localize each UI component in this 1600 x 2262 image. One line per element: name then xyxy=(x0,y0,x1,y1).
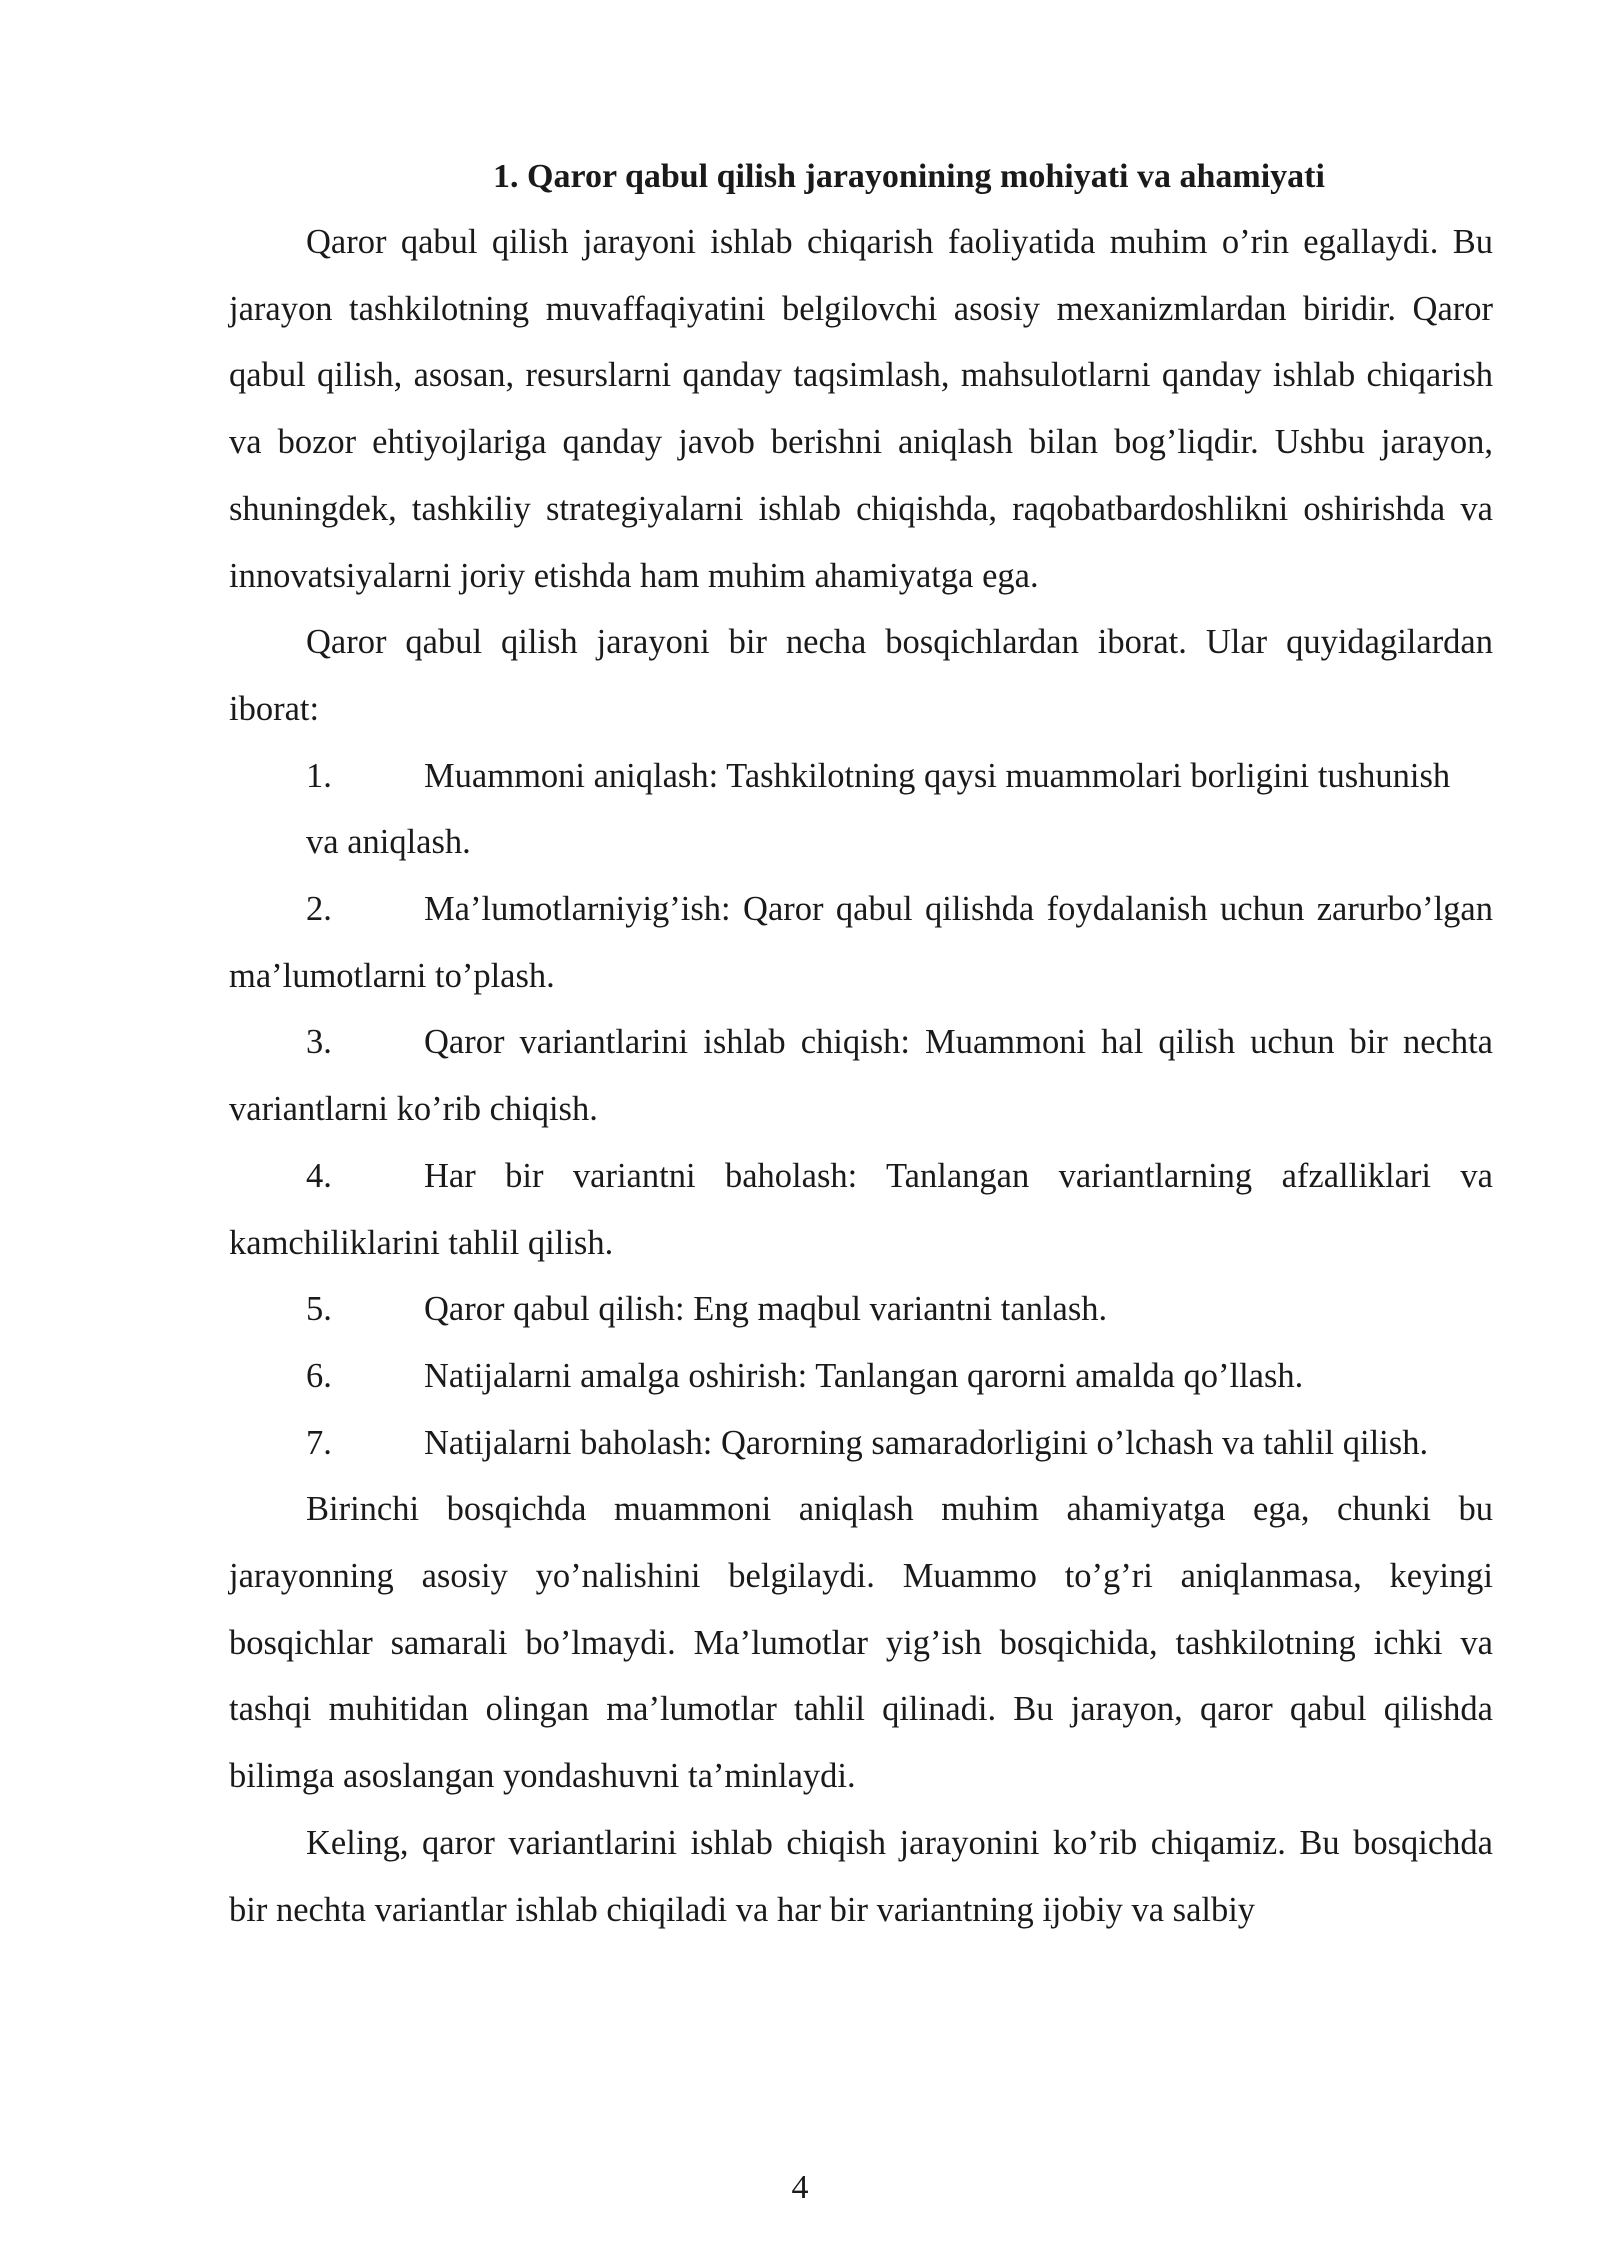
section-heading: 1. Qaror qabul qilish jarayonining mohiyati va ahamiyati xyxy=(493,158,1325,195)
list-item xyxy=(229,1343,1493,1410)
list-item-text: Natijalarni amalga oshirish: Tanlangan qarorni amalda qo’llash. xyxy=(424,1356,1304,1395)
list-item-number: 2. xyxy=(306,890,332,929)
list-item-continuation: va aniqlash. xyxy=(306,823,471,862)
page-number: 4 xyxy=(791,2169,809,2206)
list-item xyxy=(229,1276,1493,1343)
list-item xyxy=(229,1009,1493,1142)
list-item-number: 4. xyxy=(306,1156,332,1195)
list-item-number: 6. xyxy=(306,1356,332,1395)
list-item-number: 7. xyxy=(306,1423,332,1462)
stages-intro-paragraph: Qaror qabul qilish jarayoni bir necha bosqichlardan iborat. Ular quyidagilardan iborat: xyxy=(229,623,1493,728)
list-item-text: Qaror qabul qilish: Eng maqbul variantni tanlash. xyxy=(424,1290,1108,1329)
list-item-text: Natijalarni baholash: Qarorning samaradorligini o’lchash va tahlil qilish. xyxy=(424,1423,1429,1462)
list-item xyxy=(229,1410,1493,1477)
variants-paragraph: Keling, qaror variantlarini ishlab chiqish jarayonini ko’rib chiqamiz. Bu bosqichda bir nechta variantlar ishlab chiqiladi va har bir variantning ijobiy va salbiy xyxy=(229,1823,1493,1929)
list-item xyxy=(229,1143,1493,1276)
list-item xyxy=(229,743,1493,810)
intro-paragraph: Qaror qabul qilish jarayoni ishlab chiqarish faoliyatida muhim o’rin egallaydi. Bu jarayon tashkilotning muvaffaqiyatini belgilovchi asosiy mexanizmlardan biridir. Qaror qabul qilish, asosan, resurslarni qanday taqsimlash, mahsulotlarni qanday ishlab chiqarish va bozor ehtiyojlariga qanday javob berishni aniqlash bilan bog’liqdir. Ushbu jarayon, shuningdek, tashkiliy strategiyalarni ishlab chiqishda, raqobatbardoshlikni oshirishda va innovatsiyalarni joriy etishda ham muhim ahamiyatga ega. xyxy=(229,223,1493,595)
list-item-number: 3. xyxy=(306,1023,332,1062)
list-item-number: 5. xyxy=(306,1290,332,1329)
list-item-text: Ma’lumotlarniyig’ish: Qaror qabul qilishda foydalanish uchun zarurbo’lgan ma’lumotlarni to’plash. xyxy=(229,890,1493,995)
page-content xyxy=(229,150,1493,1943)
first-stage-paragraph: Birinchi bosqichda muammoni aniqlash muhim ahamiyatga ega, chunki bu jarayonning asosiy yo’nalishini belgilaydi. Muammo to’g’ri aniqlanmasa, keyingi bosqichlar samarali bo’lmaydi. Ma’lumotlar yig’ish bosqichida, tashkilotning ichki va tashqi muhitidan olingan ma’lumotlar tahlil qilinadi. Bu jarayon, qaror qabul qilishda bilimga asoslangan yondashuvni ta’minlaydi. xyxy=(229,1490,1493,1796)
stages-list xyxy=(229,743,1493,1477)
list-item-text: Qaror variantlarini ishlab chiqish: Muammoni hal qilish uchun bir nechta variantlarni ko’rib chiqish. xyxy=(229,1023,1493,1129)
list-item-number: 1. xyxy=(306,756,332,795)
list-item xyxy=(229,876,1493,1009)
list-item-text: Har bir variantni baholash: Tanlangan variantlarning afzalliklari va kamchiliklarini tahlil qilish. xyxy=(229,1156,1493,1262)
list-item-text: Muammoni aniqlash: Tashkilotning qaysi muammolari borligini tushunish xyxy=(424,756,1451,795)
